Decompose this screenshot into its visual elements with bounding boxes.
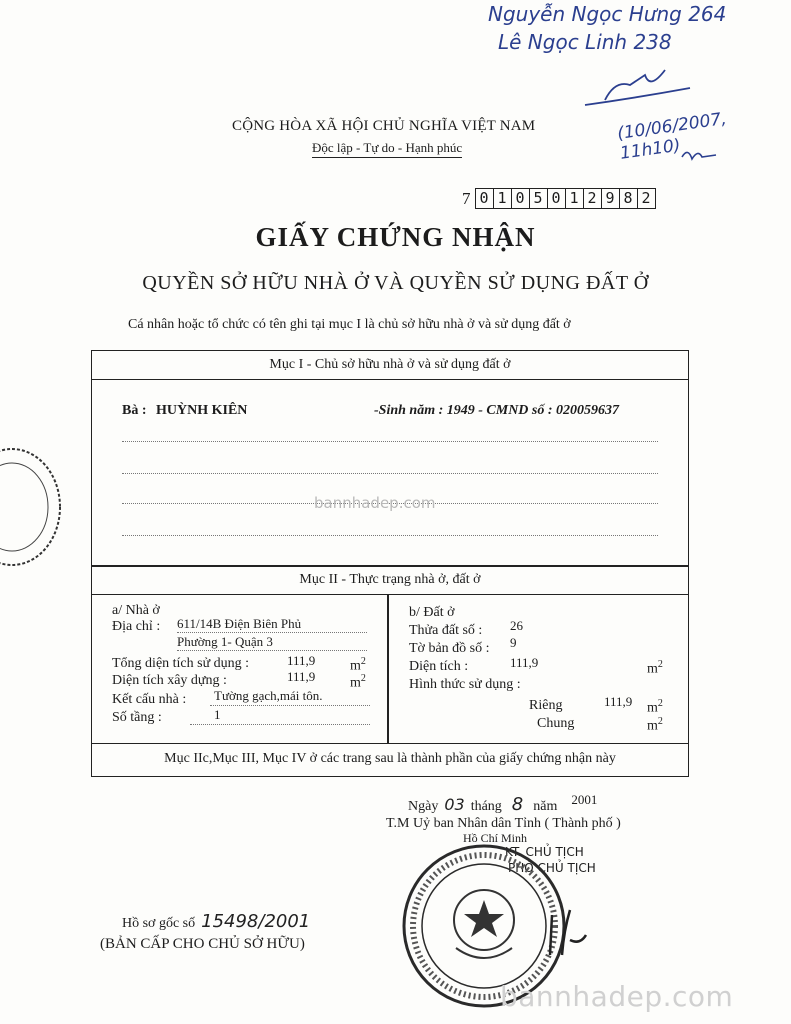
private-label: Riêng [529,698,563,713]
signature-top [575,60,695,120]
land-area-label: Diện tích : [409,659,469,674]
map-value: 9 [510,635,517,650]
id-label: - CMND số : [478,403,553,418]
handwritten-note-2: Lê Ngọc Linh 238 [498,30,672,54]
birth-year: 1949 [446,403,475,418]
built-area-label: Diện tích xây dựng : [112,673,227,688]
serial-prefix: 7 [462,188,471,208]
land-area-unit: $m^2$ [647,659,663,677]
motto: Độc lập - Tự do - Hạnh phúc [312,140,462,158]
city: Hồ Chí Minh [463,831,528,845]
certificate-subtitle: QUYỀN SỞ HỮU NHÀ Ở VÀ QUYỀN SỬ DỤNG ĐẤT Ở [142,272,649,294]
built-area-value: 111,9 [287,669,316,684]
structure-value: Tường gạch,mái tôn. [214,688,323,703]
plot-value: 26 [510,618,523,633]
year-value: 2001 [571,792,598,807]
address-line-2: Phường 1- Quận 3 [177,634,273,649]
address-line-1: 611/14B Điện Biên Phủ [177,616,302,631]
section-2-box [91,565,689,777]
owner-details [374,403,619,419]
position-1: KT. CHỦ TỊCH [505,845,584,859]
day-value: 03 [444,795,465,814]
house-label: a/ Nhà ở [112,603,160,618]
serial-digit: 2 [641,189,651,207]
footer-note: Mục IIc,Mục III, Mục IV ở các trang sau là thành phần của giấy chứng nhận này [164,751,616,766]
birth-label: -Sinh năm : [374,403,444,418]
record-value: 15498/2001 [201,911,311,932]
year-label: năm [533,799,558,814]
watermark-bottom: bannhadep.com [500,980,734,1013]
section-2-heading: Mục II - Thực trạng nhà ở, đất ở [92,566,688,595]
month-label: tháng [470,799,502,814]
serial-digit: 9 [602,189,620,208]
floors-value: 1 [214,707,221,722]
serial-digit: 5 [530,189,548,208]
signing-date [408,794,597,815]
initials-mark [680,145,720,165]
private-area-value: 111,9 [604,694,633,709]
owner-prefix: Bà : [122,403,147,418]
handwritten-date-note: (10/06/2007, 11h10) [616,108,728,164]
land-area-value: 111,9 [510,655,539,670]
section-1-heading: Mục I - Chủ sở hữu nhà ở và sử dụng đất ở [92,351,688,380]
authority: T.M Uỷ ban Nhân dân Tỉnh ( Thành phố ) [386,816,621,831]
republic-header: CỘNG HÒA XÃ HỘI CHỦ NGHĨA VIỆT NAM [232,118,536,134]
month-value: 8 [511,794,524,815]
intro-text: Cá nhân hoặc tổ chức có tên ghi tại mục I là chủ sở hữu nhà ở và sử dụng đất ở [128,317,571,332]
private-area-unit: $m^2$ [647,698,663,716]
copy-note: (BẢN CẤP CHO CHỦ SỞ HỮU) [100,936,305,952]
section-1-box [91,350,689,567]
total-area-value: 111,9 [287,653,316,668]
usage-label: Hình thức sử dụng : [409,677,521,692]
total-area-label: Tổng diện tích sử dụng : [112,656,250,671]
plot-label: Thửa đất số : [409,623,483,638]
serial-digit: 1 [494,189,512,208]
owner-name: HUỲNH KIÊN [156,403,248,418]
serial-digit: 0 [476,189,494,208]
serial-digit: 1 [566,189,584,208]
built-area-unit: $m^2$ [350,673,366,691]
serial-number [462,188,656,209]
watermark-middle: bannhadep.com [314,494,436,512]
address-label: Địa chỉ : [112,619,161,634]
record-label: Hồ sơ gốc số [122,916,196,931]
map-label: Tờ bản đồ số : [409,641,490,656]
structure-label: Kết cấu nhà : [112,692,187,707]
side-seal [0,445,65,570]
id-number: 020059637 [556,403,620,418]
serial-digit: 0 [548,189,566,208]
owner-line [122,403,247,419]
serial-digit: 0 [512,189,530,208]
record-number [122,911,310,932]
total-area-unit: $m^2$ [350,656,366,674]
position-2: PHÓ CHỦ TỊCH [508,861,596,875]
day-label: Ngày [408,799,439,814]
serial-digit: 8 [620,189,638,208]
land-label: b/ Đất ở [409,605,455,620]
shared-area-unit: $m^2$ [647,716,663,734]
official-signature [540,900,590,960]
serial-digit: 2 [584,189,602,208]
shared-label: Chung [537,716,575,731]
handwritten-note-1: Nguyễn Ngọc Hưng 264 [488,2,727,26]
certificate-title: GIẤY CHỨNG NHẬN [255,222,536,252]
floors-label: Số tầng : [112,710,162,725]
